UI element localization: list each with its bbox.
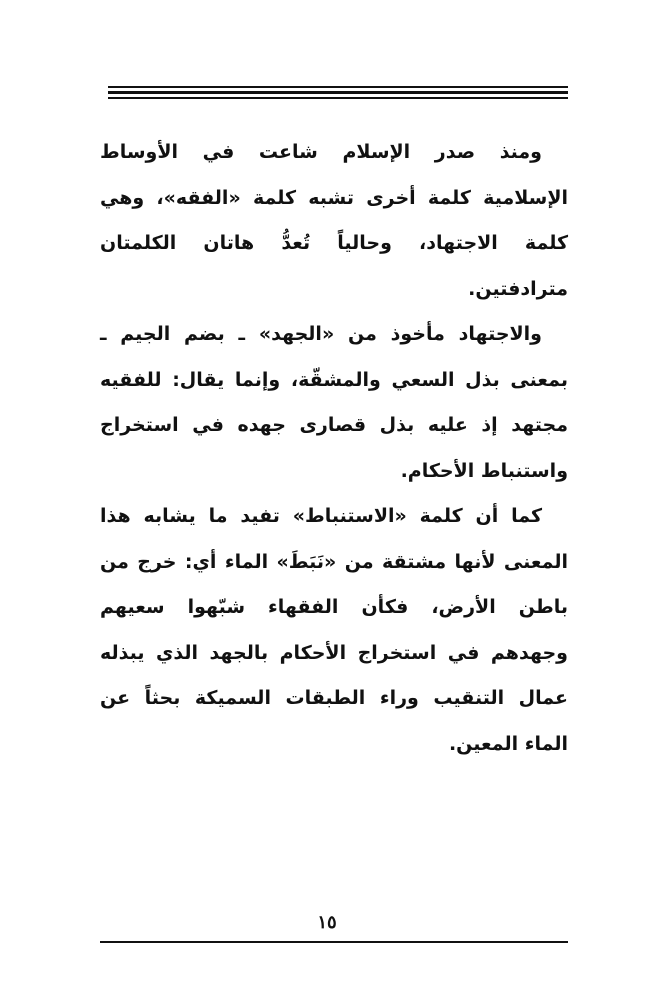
page-number: ١٥ xyxy=(317,912,337,933)
top-header-rule xyxy=(108,86,568,100)
paragraph-3: كما أن كلمة «الاستنباط» تفيد ما يشابه هذا المعنى لأنها مشتقة من «نَبَطَ» الماء أي: خرج من باطن الأرض، فكأن الفقهاء شبّهوا سعيهم وجهدهم في استخراج الأحكام بالجهد الذي يبذله عمال التنقيب وراء الطبقات السميكة بحثاً عن الماء المعين. xyxy=(100,505,568,755)
paragraph-1: ومنذ صدر الإسلام شاعت في الأوساط الإسلامية كلمة أخرى تشبه كلمة «الفقه»، وهي كلمة الاجتهاد، وحالياً تُعدُّ هاتان الكلمتان مترادفتين. xyxy=(100,141,568,300)
footer-rule xyxy=(100,941,568,943)
body-text xyxy=(100,130,568,767)
paragraph-2: والاجتهاد مأخوذ من «الجهد» ـ بضم الجيم ـ بمعنى بذل السعي والمشقّة، وإنما يقال: للفقيه مجتهد إذ عليه بذل قصارى جهده في استخراج واستنباط الأحكام. xyxy=(100,323,568,482)
